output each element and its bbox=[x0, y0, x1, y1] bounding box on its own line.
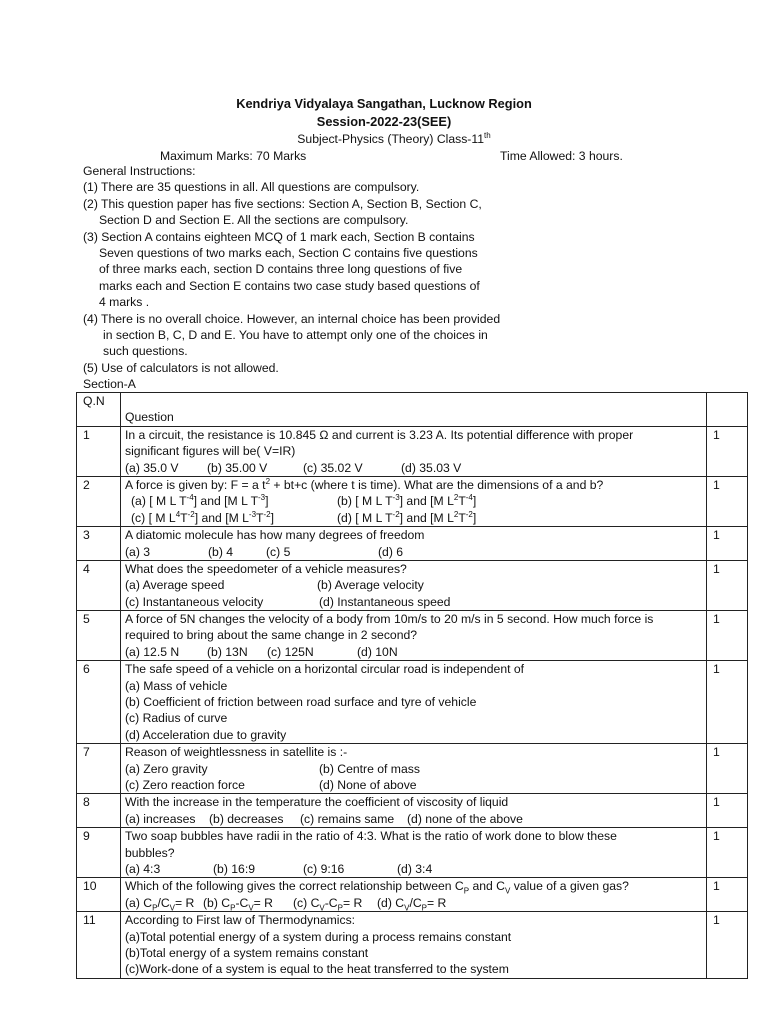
option-row bbox=[125, 594, 702, 610]
question-number: 1 bbox=[77, 426, 121, 476]
option: (b) 4 bbox=[208, 544, 234, 559]
question-line: (b) Coefficient of friction between road surface and tyre of vehicle bbox=[125, 695, 477, 710]
question-content bbox=[121, 426, 707, 476]
header-question: Question bbox=[121, 393, 707, 427]
question-line: (a)Total potential energy of a system during a process remains constant bbox=[125, 929, 512, 944]
question-content bbox=[121, 912, 707, 979]
table-header-row bbox=[77, 393, 748, 427]
option-row bbox=[125, 861, 702, 877]
text-fragment: T bbox=[458, 510, 466, 525]
question-row bbox=[77, 611, 748, 661]
question-line: The safe speed of a vehicle on a horizontal circular road is independent of bbox=[125, 662, 525, 677]
question-number: 9 bbox=[77, 828, 121, 878]
superscript: -4 bbox=[186, 493, 194, 503]
option bbox=[125, 493, 337, 509]
question-line: Reason of weightlessness in satellite is :- bbox=[125, 745, 348, 760]
option: (b) decreases bbox=[209, 811, 284, 826]
general-instructions bbox=[83, 163, 543, 392]
subscript: P bbox=[337, 903, 343, 913]
question-row bbox=[77, 878, 748, 912]
text-fragment: (b) C bbox=[203, 895, 231, 910]
instruction-line: marks each and Section E contains two case study based questions of bbox=[99, 278, 480, 293]
option: (c) remains same bbox=[300, 811, 395, 826]
question-content bbox=[121, 794, 707, 828]
instruction-line: 4 marks . bbox=[99, 295, 150, 310]
option: (b) Average velocity bbox=[317, 578, 424, 593]
text-fragment: + bt+c (where t is time). What are the dimensions of a and b? bbox=[270, 477, 604, 492]
superscript: -2 bbox=[263, 509, 271, 519]
superscript: -4 bbox=[465, 493, 473, 503]
option-row bbox=[125, 510, 702, 526]
option: (a) 4:3 bbox=[125, 861, 161, 876]
question-marks: 1 bbox=[707, 426, 748, 476]
subscript: P bbox=[463, 886, 470, 896]
option: (d) 10N bbox=[357, 644, 398, 659]
text-fragment: Which of the following gives the correct relationship between C bbox=[125, 879, 464, 894]
question-marks: 1 bbox=[707, 744, 748, 794]
question-row bbox=[77, 744, 748, 794]
question-line: According to First law of Thermodynamics: bbox=[125, 913, 356, 928]
question-content bbox=[121, 560, 707, 610]
text-fragment: = R bbox=[342, 895, 363, 910]
superscript: 2 bbox=[453, 509, 459, 519]
text-fragment: ] and [M L bbox=[399, 494, 454, 509]
question-number: 10 bbox=[77, 878, 121, 912]
question-content bbox=[121, 878, 707, 912]
text-fragment: /C bbox=[409, 895, 422, 910]
text-fragment: (b) [ M L T bbox=[337, 494, 393, 509]
subscript: V bbox=[248, 903, 254, 913]
question-number: 4 bbox=[77, 560, 121, 610]
section-label: Section-A bbox=[83, 377, 136, 392]
question-marks: 1 bbox=[707, 527, 748, 561]
text-fragment: = R bbox=[426, 895, 447, 910]
option: (a) increases bbox=[125, 811, 196, 826]
instruction-line: such questions. bbox=[103, 344, 188, 359]
question-content bbox=[121, 527, 707, 561]
superscript: -3 bbox=[392, 493, 400, 503]
question-number: 7 bbox=[77, 744, 121, 794]
questions-table bbox=[76, 392, 748, 979]
question-marks: 1 bbox=[707, 878, 748, 912]
question-marks: 1 bbox=[707, 794, 748, 828]
option-row bbox=[125, 644, 702, 660]
instruction-line: Seven questions of two marks each, Section C contains five questions bbox=[99, 245, 478, 260]
question-line: With the increase in the temperature the coefficient of viscosity of liquid bbox=[125, 795, 509, 810]
question-line: What does the speedometer of a vehicle measures? bbox=[125, 561, 407, 576]
question-row bbox=[77, 794, 748, 828]
text-fragment: ] and [M L T bbox=[193, 494, 259, 509]
option bbox=[125, 895, 203, 911]
question-row bbox=[77, 476, 748, 526]
option-row bbox=[125, 493, 702, 509]
option-row bbox=[125, 544, 702, 560]
text-fragment: ] bbox=[270, 510, 275, 525]
option bbox=[203, 895, 293, 911]
option-row bbox=[125, 777, 702, 793]
option: (c) 5 bbox=[266, 544, 291, 559]
subscript: V bbox=[404, 903, 410, 913]
option: (b) 13N bbox=[207, 644, 248, 659]
option: (b) 16:9 bbox=[213, 861, 256, 876]
option: (c) 35.02 V bbox=[303, 460, 363, 475]
question-content bbox=[121, 744, 707, 794]
question-line bbox=[125, 878, 702, 894]
text-fragment: T bbox=[256, 510, 264, 525]
instruction-line: in section B, C, D and E. You have to attempt only one of the choices in bbox=[103, 327, 488, 342]
option: (d) none of the above bbox=[407, 811, 523, 826]
time-allowed: Time Allowed: 3 hours. bbox=[500, 149, 623, 163]
question-line: (d) Acceleration due to gravity bbox=[125, 727, 287, 742]
option: (a) 3 bbox=[125, 544, 151, 559]
question-line: A diatomic molecule has how many degrees of freedom bbox=[125, 528, 425, 543]
text-fragment: -C bbox=[324, 895, 338, 910]
text-fragment: ] and [M L bbox=[194, 510, 249, 525]
question-marks: 1 bbox=[707, 912, 748, 979]
option: (b) 35.00 V bbox=[207, 460, 268, 475]
option-row bbox=[125, 811, 702, 827]
question-number: 5 bbox=[77, 611, 121, 661]
option bbox=[293, 895, 377, 911]
header-qn: Q.N bbox=[77, 393, 121, 427]
option: (a) 35.0 V bbox=[125, 460, 179, 475]
question-number: 6 bbox=[77, 661, 121, 744]
question-line: In a circuit, the resistance is 10.845 Ω and current is 3.23 A. Its potential difference with proper bbox=[125, 427, 634, 442]
text-fragment: (c) [ M L bbox=[131, 510, 176, 525]
instruction-line: (1) There are 35 questions in all. All questions are compulsory. bbox=[83, 180, 420, 195]
text-fragment: (d) [ M L T bbox=[337, 510, 393, 525]
question-line: (b)Total energy of a system remains constant bbox=[125, 945, 369, 960]
subscript: V bbox=[169, 903, 175, 913]
question-content bbox=[121, 611, 707, 661]
question-content bbox=[121, 661, 707, 744]
question-number: 3 bbox=[77, 527, 121, 561]
text-fragment: A force is given by: F = a t bbox=[125, 477, 266, 492]
subscript: V bbox=[319, 903, 325, 913]
instruction-line: (2) This question paper has five sections: Section A, Section B, Section C, bbox=[83, 196, 482, 211]
superscript: 4 bbox=[175, 509, 181, 519]
text-fragment: = R bbox=[253, 895, 273, 910]
question-row bbox=[77, 661, 748, 744]
text-fragment: = R bbox=[174, 895, 195, 910]
subject-line bbox=[10, 131, 768, 147]
option: (d) Instantaneous speed bbox=[319, 594, 451, 609]
text-fragment: (c) C bbox=[293, 895, 320, 910]
subscript: P bbox=[421, 903, 427, 913]
question-line: (c)Work-done of a system is equal to the heat transferred to the system bbox=[125, 962, 509, 977]
option bbox=[377, 895, 446, 911]
text-fragment: (a) C bbox=[125, 895, 153, 910]
option: (c) Zero reaction force bbox=[125, 777, 245, 792]
question-row bbox=[77, 527, 748, 561]
option-row bbox=[125, 460, 702, 476]
option bbox=[337, 493, 476, 509]
question-marks: 1 bbox=[707, 828, 748, 878]
text-fragment: ] bbox=[265, 494, 269, 509]
text-fragment: and C bbox=[469, 879, 505, 894]
text-fragment: ] and [M L bbox=[399, 510, 454, 525]
session-title: Session-2022-23(SEE) bbox=[316, 114, 452, 129]
option-row bbox=[125, 577, 702, 593]
option: (b) Centre of mass bbox=[319, 761, 420, 776]
question-line: significant figures will be( V=IR) bbox=[125, 444, 296, 459]
instruction-line: of three marks each, section D contains three long questions of five bbox=[99, 262, 463, 277]
question-row bbox=[77, 912, 748, 979]
question-row bbox=[77, 560, 748, 610]
text-fragment: /C bbox=[157, 895, 170, 910]
question-marks: 1 bbox=[707, 661, 748, 744]
text-fragment: T bbox=[458, 494, 466, 509]
option-row bbox=[125, 761, 702, 777]
instruction-lines bbox=[83, 179, 543, 376]
question-marks: 1 bbox=[707, 560, 748, 610]
text-fragment: (a) [ M L T bbox=[131, 494, 187, 509]
question-row bbox=[77, 426, 748, 476]
subscript: P bbox=[152, 903, 158, 913]
option-row bbox=[125, 895, 702, 911]
org-title: Kendriya Vidyalaya Sangathan, Lucknow Region bbox=[236, 96, 532, 111]
text-fragment: value of a given gas? bbox=[510, 879, 629, 894]
max-marks: Maximum Marks: 70 Marks bbox=[160, 149, 307, 163]
option: (a) 12.5 N bbox=[125, 644, 180, 659]
question-number: 8 bbox=[77, 794, 121, 828]
question-line: A force of 5N changes the velocity of a body from 10m/s to 20 m/s in 5 second. How much force is bbox=[125, 612, 654, 627]
option: (d) None of above bbox=[319, 777, 417, 792]
instruction-line: Section D and Section E. All the sections are compulsory. bbox=[99, 213, 409, 228]
question-content bbox=[121, 828, 707, 878]
superscript: 2 bbox=[453, 493, 459, 503]
superscript: -2 bbox=[392, 509, 400, 519]
option: (c) 9:16 bbox=[303, 861, 345, 876]
instruction-line: (3) Section A contains eighteen MCQ of 1 mark each, Section B contains bbox=[83, 229, 475, 244]
question-number: 2 bbox=[77, 476, 121, 526]
option bbox=[337, 510, 476, 526]
instruction-line: (5) Use of calculators is not allowed. bbox=[83, 360, 279, 375]
subscript: P bbox=[230, 903, 236, 913]
text-fragment: ] bbox=[472, 494, 477, 509]
header-marks bbox=[707, 393, 748, 427]
subscript: V bbox=[504, 886, 511, 896]
instruction-line: (4) There is no overall choice. However, an internal choice has been provided bbox=[83, 311, 501, 326]
superscript: -3 bbox=[248, 509, 257, 519]
option: (d) 6 bbox=[378, 544, 404, 559]
text-fragment: ] bbox=[472, 510, 477, 525]
question-line: Two soap bubbles have radii in the ratio of 4:3. What is the ratio of work done to blow these bbox=[125, 829, 617, 844]
subject-text: Subject-Physics (Theory) Class-11 bbox=[297, 132, 485, 146]
question-line: required to bring about the same change in 2 second? bbox=[125, 628, 418, 643]
option bbox=[125, 510, 337, 526]
question-marks: 1 bbox=[707, 611, 748, 661]
text-fragment: -C bbox=[235, 895, 249, 910]
question-line bbox=[125, 477, 702, 493]
question-line: (c) Radius of curve bbox=[125, 711, 228, 726]
option: (c) Instantaneous velocity bbox=[125, 594, 264, 609]
question-row bbox=[77, 828, 748, 878]
option: (c) 125N bbox=[267, 644, 314, 659]
superscript: -3 bbox=[258, 493, 266, 503]
question-content bbox=[121, 476, 707, 526]
option: (d) 35.03 V bbox=[401, 460, 462, 475]
superscript: 2 bbox=[265, 476, 271, 486]
option: (a) Zero gravity bbox=[125, 761, 208, 776]
instructions-title: General Instructions: bbox=[83, 164, 196, 178]
superscript: -2 bbox=[187, 509, 195, 519]
text-fragment: (d) C bbox=[377, 895, 405, 910]
text-fragment: T bbox=[180, 510, 188, 525]
question-marks: 1 bbox=[707, 476, 748, 526]
superscript: -2 bbox=[465, 509, 473, 519]
question-number: 11 bbox=[77, 912, 121, 979]
option: (d) 3:4 bbox=[397, 861, 433, 876]
option: (a) Average speed bbox=[125, 578, 225, 593]
question-line: bubbles? bbox=[125, 845, 175, 860]
question-line: (a) Mass of vehicle bbox=[125, 678, 228, 693]
subject-sup: th bbox=[484, 130, 491, 140]
